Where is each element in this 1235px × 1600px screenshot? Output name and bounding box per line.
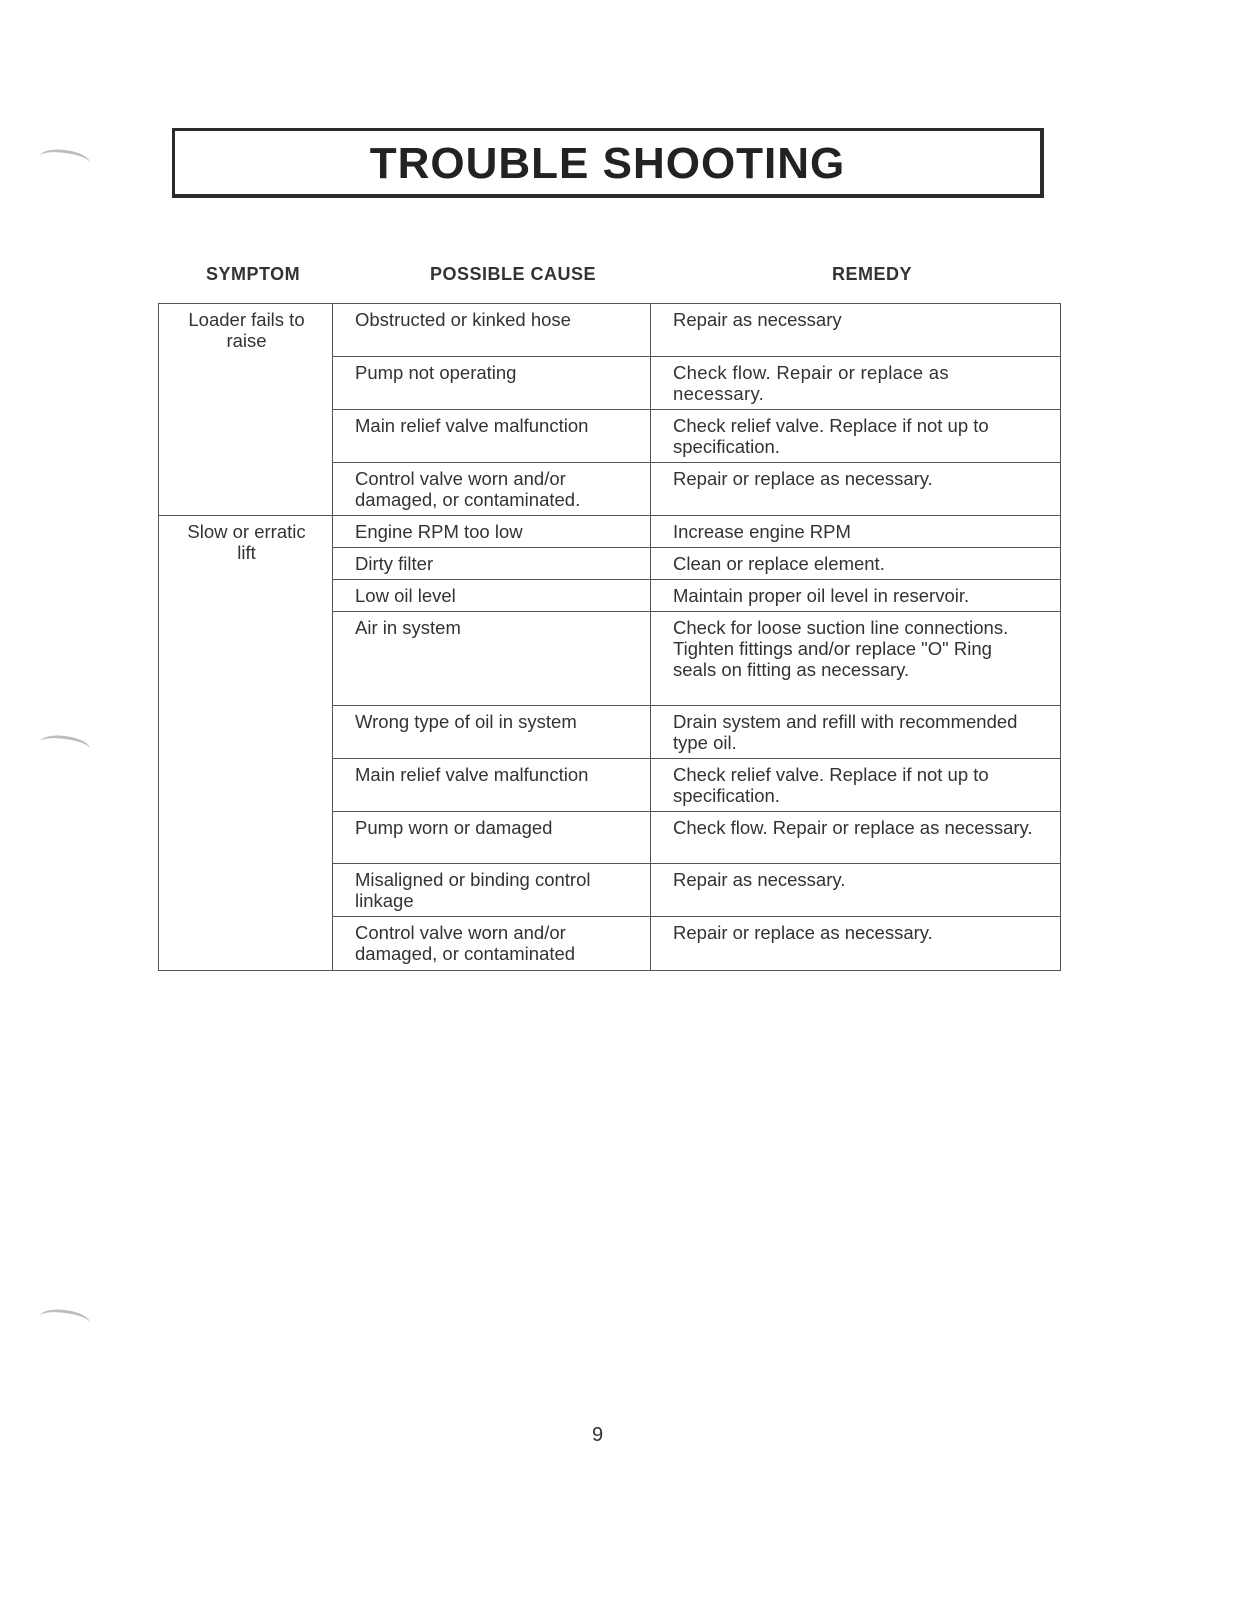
symptom-cell: Slow or erratic lift bbox=[159, 516, 333, 971]
table-row bbox=[159, 516, 1061, 548]
cause-cell: Main relief valve malfunction bbox=[333, 759, 651, 812]
cause-cell: Pump not operating bbox=[333, 357, 651, 410]
remedy-cell: Check for loose suction line connections. Tighten fittings and/or replace "O" Ring seals on fitting as necessary. bbox=[651, 612, 1061, 706]
header-symptom: SYMPTOM bbox=[206, 264, 301, 284]
remedy-cell: Increase engine RPM bbox=[651, 516, 1061, 548]
cause-cell: Dirty filter bbox=[333, 548, 651, 580]
cause-cell: Wrong type of oil in system bbox=[333, 706, 651, 759]
remedy-cell: Check flow. Repair or replace as necessary. bbox=[651, 357, 1061, 410]
trouble-shooting-table bbox=[158, 303, 1061, 971]
punch-hole-mark bbox=[39, 147, 91, 173]
cause-cell: Air in system bbox=[333, 612, 651, 706]
remedy-cell: Check flow. Repair or replace as necessary. bbox=[651, 812, 1061, 864]
page-title: TROUBLE SHOOTING bbox=[369, 139, 846, 188]
cause-cell: Misaligned or binding control linkage bbox=[333, 864, 651, 917]
remedy-cell: Clean or replace element. bbox=[651, 548, 1061, 580]
remedy-cell: Check relief valve. Replace if not up to specification. bbox=[651, 410, 1061, 463]
remedy-cell: Maintain proper oil level in reservoir. bbox=[651, 580, 1061, 612]
remedy-cell: Check relief valve. Replace if not up to specification. bbox=[651, 759, 1061, 812]
cause-cell: Low oil level bbox=[333, 580, 651, 612]
punch-hole-mark bbox=[39, 1307, 91, 1333]
header-remedy: REMEDY bbox=[832, 264, 913, 284]
title-box bbox=[172, 128, 1044, 198]
cause-cell: Control valve worn and/or damaged, or contaminated. bbox=[333, 463, 651, 516]
header-possible-cause: POSSIBLE CAUSE bbox=[430, 264, 597, 284]
remedy-cell: Repair as necessary. bbox=[651, 864, 1061, 917]
remedy-cell: Drain system and refill with recommended type oil. bbox=[651, 706, 1061, 759]
table-row bbox=[159, 304, 1061, 357]
punch-hole-mark bbox=[39, 733, 91, 759]
cause-cell: Obstructed or kinked hose bbox=[333, 304, 651, 357]
remedy-cell: Repair or replace as necessary. bbox=[651, 917, 1061, 971]
cause-cell: Control valve worn and/or damaged, or contaminated bbox=[333, 917, 651, 971]
remedy-cell: Repair as necessary bbox=[651, 304, 1061, 357]
cause-cell: Main relief valve malfunction bbox=[333, 410, 651, 463]
page-number: 9 bbox=[591, 1424, 604, 1446]
cause-cell: Engine RPM too low bbox=[333, 516, 651, 548]
cause-cell: Pump worn or damaged bbox=[333, 812, 651, 864]
symptom-cell: Loader fails to raise bbox=[159, 304, 333, 516]
remedy-cell: Repair or replace as necessary. bbox=[651, 463, 1061, 516]
